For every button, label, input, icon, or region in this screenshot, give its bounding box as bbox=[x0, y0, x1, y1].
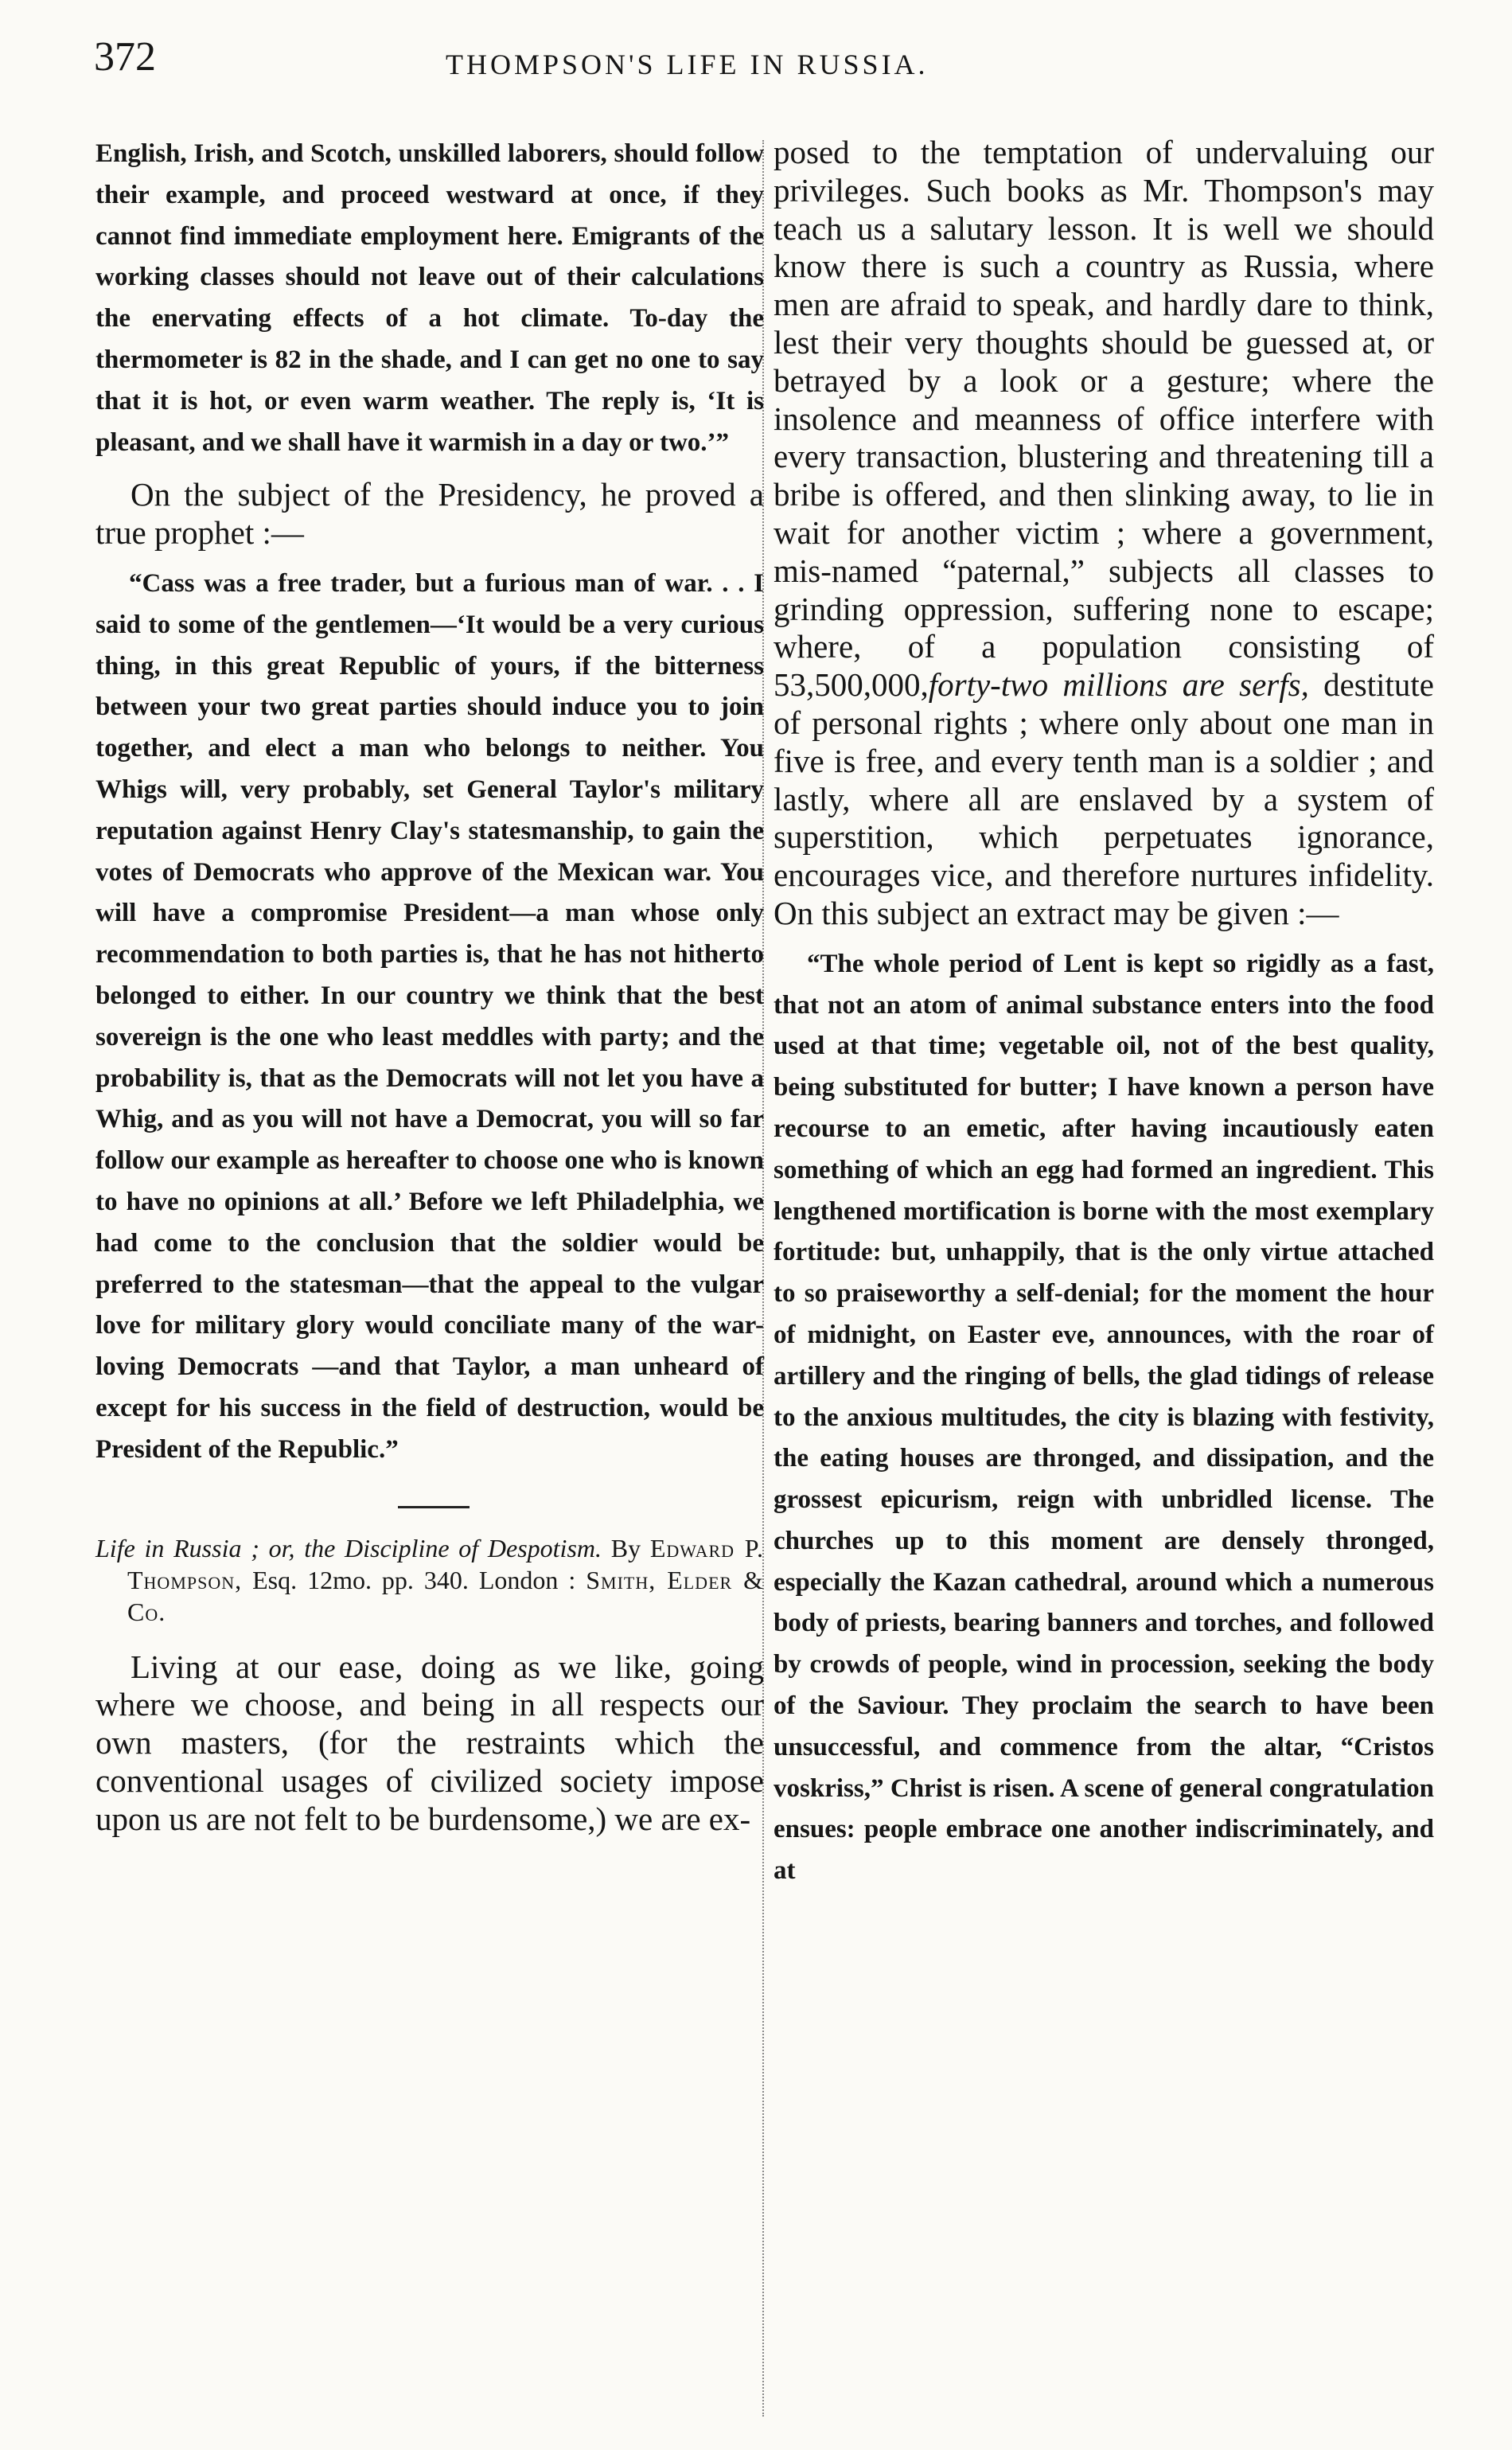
running-head: THOMPSON'S LIFE IN RUSSIA. bbox=[446, 49, 929, 80]
book-details: Esq. 12mo. pp. 340. London : bbox=[252, 1565, 576, 1594]
book-title: Life in Russia ; or, the Discipline of Despotism. bbox=[95, 1533, 602, 1562]
citation-by: By bbox=[610, 1533, 641, 1562]
book-publisher: Smith, Elder & Co. bbox=[127, 1565, 765, 1626]
book-author: Edward P. Thompson, bbox=[127, 1533, 765, 1594]
section-separator bbox=[398, 1506, 470, 1508]
book-citation bbox=[95, 1532, 764, 1628]
review-opening-paragraph: Living at our ease, doing as we like, going where we choose, and being in all respects our own masters, (for the restraints which the conventional usages of civilized society impose upon us are not felt to be burdensome,) we are ex- bbox=[95, 1648, 764, 1837]
review-continuation-paragraph bbox=[774, 134, 1434, 933]
presidency-paragraph: On the subject of the Presidency, he proved a true prophet :— bbox=[95, 476, 764, 552]
page-number: 372 bbox=[94, 34, 156, 80]
continuation-text: posed to the temptation of undervaluing our privileges. Such books as Mr. Thompson's may teach us a salutary lesson. It is well we should know there is such a country as Russia, where men are afraid to speak, and hardly dare to think, lest their very thoughts should be guessed at, or betrayed by a look or a gesture; where the insolence and meanness of office interfere with every transaction, blustering and threatening till a bribe is offered, and then slinking away, to lie in wait for another victim ; where a government, mis-named “paternal,” subjects all classes to grinding oppression, suffering none to escape; where, of a population consisting of 53,500,000, bbox=[774, 134, 1434, 704]
lent-quote-paragraph: “The whole period of Lent is kept so rigidly as a fast, that not an atom of animal substance enters into the food used at that time; vegetable oil, not of the best quality, being substituted for butter; I have known a person have recourse to an emetic, after having incautiously eaten something of which an egg had formed an ingredient. This lengthened mortification is borne with the most exemplary fortitude: but, unhappily, that is the only virtue attached to so praiseworthy a self-denial; for the moment the hour of midnight, on Easter eve, announces, with the roar of artillery and the ringing of bells, the glad tidings of release to the anxious multitudes, the city is blazing with festivity, the eating houses are thronged, and dissipation, and the grossest epicurism, reign with unbridled license. The churches up to this moment are densely thronged, especially the Kazan cathedral, around which a numerous body of priests, bearing banners and torches, and followed by crowds of people, wind in procession, seeking the body of the Saviour. They proclaim the search to have been unsuccessful, and commence from the altar, “Cristos voskriss,” Christ is risen. A scene of general congratulation ensues: people embrace one another indiscriminately, and at bbox=[774, 949, 1434, 1886]
page-header bbox=[0, 33, 1512, 89]
continuation-text-end: destitute of personal rights ; where only about one man in five is free, and every tenth man is a soldier ; and lastly, where all are enslaved by a system of superstition, which perpetuates ignorance, encourages vice, and therefore nurtures infidelity. On this subject an extract may be given :— bbox=[774, 666, 1435, 931]
serfs-emphasis: forty-two millions are serfs, bbox=[928, 666, 1309, 704]
right-column bbox=[774, 134, 1434, 1892]
cass-quote-paragraph: “Cass was a free trader, but a furious man of war. . . I said to some of the gentlemen—‘It would be a very curious thing, in this great Republic of yours, if the bitterness between your two great parties should induce you to join together, and elect a man who belongs to neither. You Whigs will, very probably, set General Taylor's military reputation against Henry Clay's statesmanship, to gain the votes of Democrats who approve of the Mexican war. You will have a compromise President—a man whose only recommendation to both parties is, that he has not hitherto belonged to either. In our country we think that the best sovereign is the one who least meddles with party; and the probability is, that as the Democrats will not let you have a Whig, and as you will not have a Democrat, you will so far follow our example as hereafter to choose one who is known to have no opinions at all.’ Before we left Philadelphia, we had come to the conclusion that the soldier would be preferred to the statesman—that the appeal to the vulgar love for military glory would conciliate many of the war-loving Democrats —and that Taylor, a man unheard of except for his success in the field of destruction, would be President of the Republic.” bbox=[95, 568, 764, 1464]
emigrants-paragraph: English, Irish, and Scotch, unskilled laborers, should follow their example, and proceed westward at once, if they cannot find immediate employment here. Emigrants of the working classes should not leave out of their calculations the enervating effects of a hot climate. To-day the thermometer is 82 in the shade, and I can get no one to say that it is hot, or even warm weather. The reply is, ‘It is pleasant, and we shall have it warmish in a day or two.’” bbox=[95, 139, 764, 457]
left-column bbox=[95, 134, 764, 1838]
